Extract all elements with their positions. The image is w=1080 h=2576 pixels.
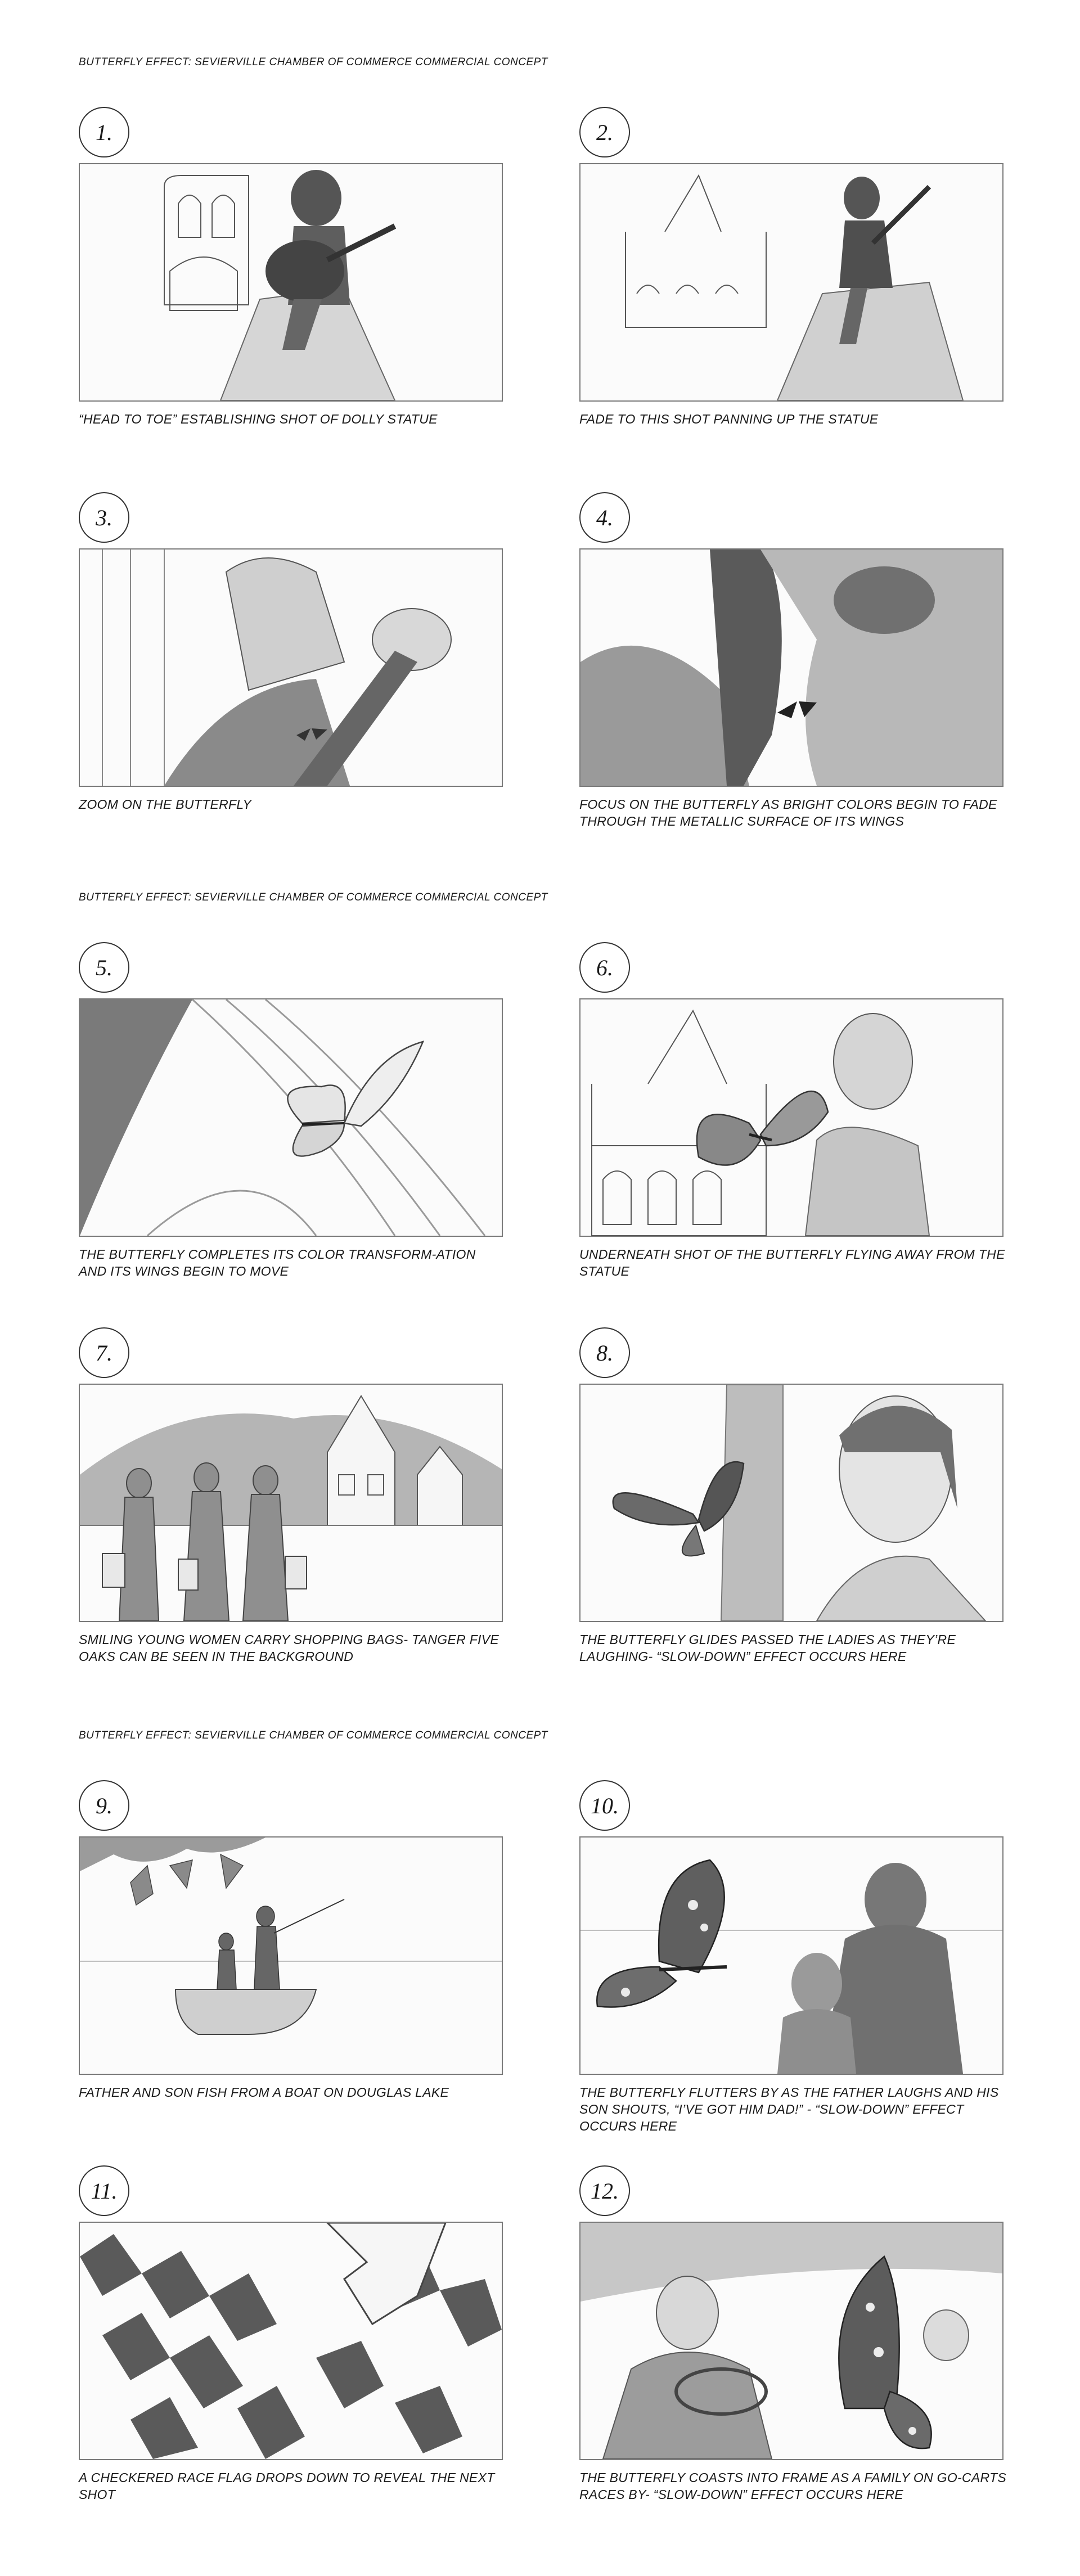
- storyboard-panel-3: [79, 492, 503, 812]
- panel-number: 7.: [79, 1327, 129, 1378]
- panel-sketch: [79, 163, 503, 402]
- storyboard-panel-11: [79, 2165, 503, 2502]
- storyboard-panel-5: [79, 942, 503, 1278]
- panel-number: 6.: [579, 942, 630, 993]
- panel-sketch: [79, 548, 503, 787]
- panel-caption: FADE TO THIS SHOT PANNING UP THE STATUE: [579, 412, 879, 426]
- storyboard-panel-8: [579, 1327, 1004, 1664]
- panel-sketch: [579, 163, 1004, 402]
- storyboard-panel-12: [579, 2165, 1007, 2502]
- storyboard-panel-7: [79, 1327, 503, 1664]
- storyboard-panel-1: [79, 107, 503, 426]
- panel-number: 9.: [79, 1780, 129, 1831]
- storyboard-panel-2: [579, 107, 1004, 426]
- page-header-1: BUTTERFLY EFFECT: SEVIERVILLE CHAMBER OF COMMERCE COMMERCIAL CONCEPT: [79, 56, 548, 68]
- panel-caption: FATHER AND SON FISH FROM A BOAT ON DOUGLAS LAKE: [79, 2085, 449, 2100]
- panel-sketch: [579, 2222, 1004, 2460]
- panel-caption: THE BUTTERFLY FLUTTERS BY AS THE FATHER LAUGHS AND HIS SON SHOUTS, “I’VE GOT HIM DAD!” - “SLOW-DOWN” EFFECT OCCURS HERE: [579, 2085, 999, 2133]
- panel-caption: SMILING YOUNG WOMEN CARRY SHOPPING BAGS- TANGER FIVE OAKS CAN BE SEEN IN THE BACKGROUND: [79, 1632, 500, 1664]
- panel-number: 3.: [79, 492, 129, 543]
- storyboard-panel-9: [79, 1780, 503, 2100]
- panel-number: 1.: [79, 107, 129, 157]
- panel-caption: A CHECKERED RACE FLAG DROPS DOWN TO REVEAL THE NEXT SHOT: [79, 2470, 495, 2502]
- panel-sketch: [579, 548, 1004, 787]
- storyboard-panel-4: [579, 492, 1004, 828]
- storyboard-panel-10: [579, 1780, 1004, 2133]
- panel-sketch: [79, 1384, 503, 1622]
- panel-sketch: [579, 998, 1004, 1237]
- panel-caption: FOCUS ON THE BUTTERFLY AS BRIGHT COLORS BEGIN TO FADE THROUGH THE METALLIC SURFACE OF ITS WINGS: [579, 797, 997, 828]
- panel-number: 10.: [579, 1780, 630, 1831]
- panel-sketch: [79, 2222, 503, 2460]
- panel-number: 8.: [579, 1327, 630, 1378]
- panel-caption: UNDERNEATH SHOT OF THE BUTTERFLY FLYING AWAY FROM THE STATUE: [579, 1247, 1005, 1278]
- panel-sketch: [79, 1836, 503, 2075]
- panel-number: 5.: [79, 942, 129, 993]
- panel-caption: THE BUTTERFLY COMPLETES ITS COLOR TRANSFORM-ATION AND ITS WINGS BEGIN TO MOVE: [79, 1247, 476, 1278]
- panel-number: 11.: [79, 2165, 129, 2216]
- panel-sketch: [579, 1836, 1004, 2075]
- storyboard-panel-6: [579, 942, 1005, 1278]
- panel-caption: ZOOM ON THE BUTTERFLY: [79, 797, 252, 812]
- panel-number: 12.: [579, 2165, 630, 2216]
- panel-sketch: [579, 1384, 1004, 1622]
- panel-number: 2.: [579, 107, 630, 157]
- panel-caption: “HEAD TO TOE” ESTABLISHING SHOT OF DOLLY STATUE: [79, 412, 438, 426]
- page-header-2: BUTTERFLY EFFECT: SEVIERVILLE CHAMBER OF COMMERCE COMMERCIAL CONCEPT: [79, 891, 548, 903]
- panel-sketch: [79, 998, 503, 1237]
- panel-caption: THE BUTTERFLY COASTS INTO FRAME AS A FAMILY ON GO-CARTS RACES BY- “SLOW-DOWN” EFFECT OCCURS HERE: [579, 2470, 1007, 2502]
- panel-number: 4.: [579, 492, 630, 543]
- panel-caption: THE BUTTERFLY GLIDES PASSED THE LADIES AS THEY’RE LAUGHING- “SLOW-DOWN” EFFECT OCCURS HERE: [579, 1632, 956, 1664]
- page-header-3: BUTTERFLY EFFECT: SEVIERVILLE CHAMBER OF COMMERCE COMMERCIAL CONCEPT: [79, 1730, 548, 1741]
